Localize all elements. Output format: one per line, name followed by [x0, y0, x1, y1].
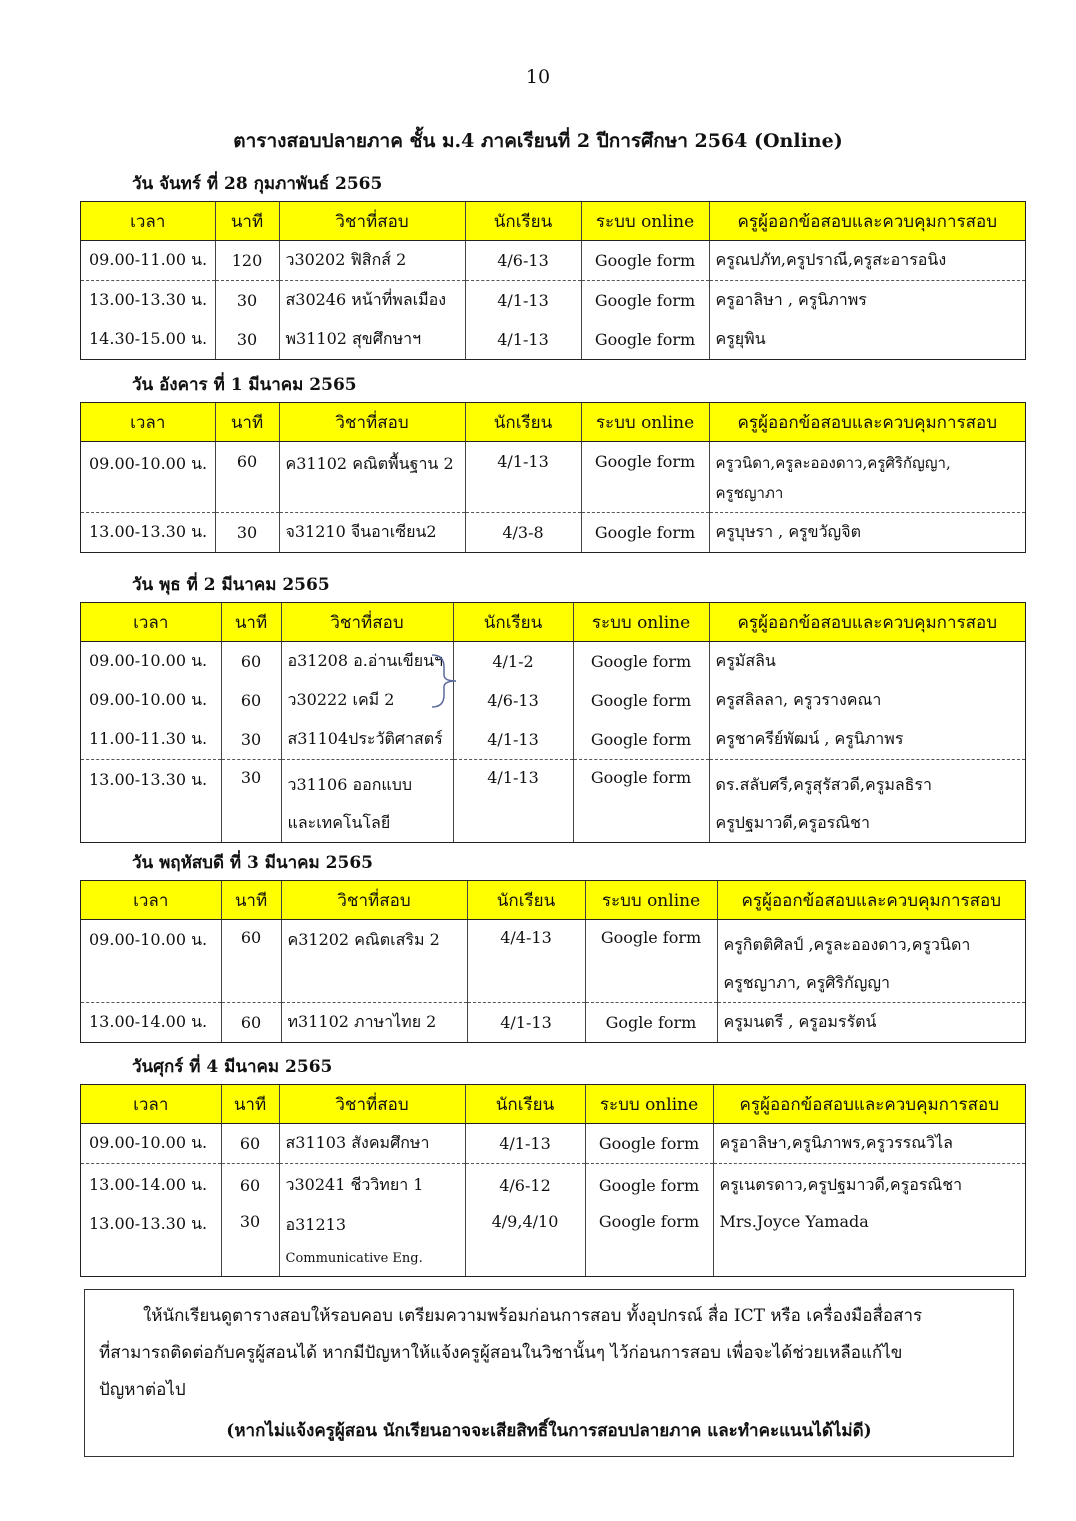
cell-system: Google form [573, 720, 709, 760]
cell-teachers: ครูบุษรา , ครูขวัญจิต [709, 513, 1025, 553]
cell-system: Google form [581, 442, 709, 513]
teachers-line: ครูชญาภา [715, 484, 784, 502]
cell-time: 13.00-13.30 น. [81, 760, 221, 843]
cell-minutes: 60 [215, 442, 279, 513]
cell-minutes: 60 [221, 1003, 281, 1043]
table-row [81, 1124, 1025, 1164]
page-title: ตารางสอบปลายภาค ชั้น ม.4 ภาคเรียนที่ 2 ปีการศึกษา 2564 (Online) [233, 130, 843, 152]
table-row [81, 1003, 1025, 1043]
schedule-table-thursday [80, 880, 1026, 1043]
cell-students: 4/6-12 [465, 1164, 585, 1207]
cell-teachers: ครูสลิลลา, ครูวรางคณา [715, 690, 882, 709]
cell-minutes: 30 [221, 1206, 279, 1276]
cell-teachers: ครูอาลิษา , ครูนิภาพร [709, 281, 1025, 321]
header-time: เวลา [81, 881, 221, 920]
cell-time: 13.00-14.00 น. [81, 1164, 221, 1207]
cell-system: Google form [585, 1164, 713, 1207]
cell-teachers [709, 760, 1025, 843]
cell-time: 11.00-11.30 น. [81, 720, 221, 760]
cell-minutes: 60 [221, 920, 281, 1003]
cell-time: 09.00-10.00 น. [81, 681, 221, 720]
cell-subject: ส31104ประวัติศาสตร์ [281, 720, 453, 760]
cell-minutes: 30 [221, 760, 281, 843]
header-system: ระบบ online [581, 403, 709, 442]
cell-time: 09.00-11.00 น. [81, 241, 215, 281]
cell-teachers: ครูชาครีย์พัฒน์ , ครูนิภาพร [715, 729, 904, 748]
schedule-table-monday [80, 201, 1026, 360]
cell-students: 4/4-13 [467, 920, 585, 1003]
cell-students: 4/1-13 [465, 1124, 585, 1164]
cell-system: Google form [573, 760, 709, 843]
header-time: เวลา [81, 603, 221, 642]
cell-students: 4/1-13 [465, 281, 581, 321]
cell-subject: ว30222 เคมี 2 [281, 681, 453, 720]
cell-students: 4/1-13 [453, 760, 573, 843]
cell-students: 4/1-13 [453, 720, 573, 760]
cell-system: Google form [585, 1124, 713, 1164]
cell-students: 4/3-8 [465, 513, 581, 553]
teachers-line: ครูปฐมาวดี,ครูอรณิชา [715, 813, 870, 832]
cell-minutes: 30 [221, 720, 281, 760]
cell-minutes: 60 [221, 1164, 279, 1207]
subject-line: ว31106 ออกแบบ [287, 775, 412, 794]
cell-time: 09.00-10.00 น. [81, 642, 221, 682]
table-row [81, 760, 1025, 843]
notice-text: ที่สามารถติดต่อกับครูผู้สอนได้ หากมีปัญหาให้แจ้งครูผู้สอนในวิชานั้นๆ ไว้ก่อนการสอบ เพื่อจะได้ช่วยเหลือแก้ไข [99, 1343, 903, 1363]
header-time: เวลา [81, 1085, 221, 1124]
header-minutes: นาที [221, 603, 281, 642]
schedule-table-wednesday [80, 602, 1026, 843]
cell-subject: อ31208 อ.อ่านเขียนฯ [281, 642, 453, 682]
table-row [81, 920, 1025, 1003]
cell-system: Google form [581, 513, 709, 553]
header-students: นักเรียน [467, 881, 585, 920]
header-students: นักเรียน [465, 403, 581, 442]
cell-teachers: ครูอาลิษา,ครูนิภาพร,ครูวรรณวิไล [719, 1133, 953, 1152]
cell-minutes: 60 [221, 642, 281, 682]
subject-line: และเทคโนโลยี [287, 813, 391, 832]
header-teachers: ครูผู้ออกข้อสอบและควบคุมการสอบ [717, 881, 1025, 920]
teachers-line: ครูวนิดา,ครูละอองดาว,ครูศิริกัญญา, [715, 454, 951, 472]
cell-time: 09.00-10.00 น. [81, 920, 221, 1003]
table-row [81, 1206, 1025, 1276]
header-students: นักเรียน [465, 1085, 585, 1124]
schedule-table-friday [80, 1084, 1026, 1277]
header-minutes: นาที [221, 881, 281, 920]
cell-students: 4/1-13 [467, 1003, 585, 1043]
cell-teachers [709, 442, 1025, 513]
teachers-line: ครูกิตติศิลป์ ,ครูละอองดาว,ครูวนิดา [723, 935, 971, 954]
day-heading-friday: วันศุกร์ ที่ 4 มีนาคม 2565 [132, 1057, 333, 1077]
cell-time: 13.00-13.30 น. [81, 513, 215, 553]
cell-minutes: 120 [215, 241, 279, 281]
header-minutes: นาที [215, 403, 279, 442]
day-heading-monday: วัน จันทร์ ที่ 28 กุมภาพันธ์ 2565 [132, 174, 383, 194]
teachers-line: ดร.สลับศรี,ครูสุรัสวดี,ครูมลธิรา [715, 775, 933, 794]
header-subject: วิชาที่สอบ [279, 403, 465, 442]
notice-text: ปัญหาต่อไป [99, 1380, 186, 1400]
cell-subject: ค31202 คณิตเสริม 2 [281, 920, 467, 1003]
cell-minutes: 30 [215, 513, 279, 553]
table-row [81, 320, 1025, 359]
cell-teachers: ครูเนตรดาว,ครูปฐมาวดี,ครูอรณิชา [713, 1164, 1025, 1207]
cell-system: Gogle form [585, 1003, 717, 1043]
cell-time: 14.30-15.00 น. [81, 320, 215, 359]
cell-students: 4/1-13 [465, 442, 581, 513]
header-teachers: ครูผู้ออกข้อสอบและควบคุมการสอบ [709, 603, 1025, 642]
bracket-mark [430, 653, 464, 709]
table-row [81, 281, 1025, 321]
cell-students: 4/1-2 [453, 642, 573, 682]
cell-minutes: 30 [215, 281, 279, 321]
day-heading-tuesday: วัน อังคาร ที่ 1 มีนาคม 2565 [132, 375, 357, 395]
cell-time: 13.00-13.30 น. [81, 281, 215, 321]
cell-minutes: 60 [221, 681, 281, 720]
table-row [81, 681, 1025, 720]
cell-time: 09.00-10.00 น. [81, 1124, 221, 1164]
cell-subject: ท31102 ภาษาไทย 2 [281, 1003, 467, 1043]
cell-teachers: ครูณปภัท,ครูปราณี,ครูสะอารอนิง [715, 250, 947, 269]
cell-students: 4/1-13 [465, 320, 581, 359]
day-heading-thursday: วัน พฤหัสบดี ที่ 3 มีนาคม 2565 [132, 853, 373, 873]
cell-subject [279, 1206, 465, 1276]
cell-time: 13.00-14.00 น. [81, 1003, 221, 1043]
table-row [81, 241, 1025, 281]
cell-subject: ว30241 ชีววิทยา 1 [279, 1164, 465, 1207]
cell-system: Google form [581, 281, 709, 321]
schedule-table-tuesday [80, 402, 1026, 553]
notice-box [84, 1289, 1014, 1457]
cell-students: 4/6-13 [453, 681, 573, 720]
cell-minutes: 60 [221, 1124, 279, 1164]
header-subject: วิชาที่สอบ [279, 202, 465, 241]
header-subject: วิชาที่สอบ [281, 881, 467, 920]
header-students: นักเรียน [465, 202, 581, 241]
table-header-row [81, 603, 1025, 642]
cell-minutes: 30 [215, 320, 279, 359]
header-time: เวลา [81, 202, 215, 241]
header-time: เวลา [81, 403, 215, 442]
notice-text: ให้นักเรียนดูตารางสอบให้รอบคอบ เตรียมความพร้อมก่อนการสอบ ทั้งอุปกรณ์ สื่อ ICT หรือ เครื่องมือสื่อสาร [143, 1306, 923, 1326]
cell-subject: ส30246 หน้าที่พลเมือง [279, 281, 465, 321]
table-row [81, 513, 1025, 553]
cell-system: Google form [585, 1206, 713, 1276]
table-header-row [81, 403, 1025, 442]
subject-line: อ31213 [285, 1215, 347, 1234]
table-header-row [81, 202, 1025, 241]
cell-subject: ส31103 สังคมศึกษา [279, 1124, 465, 1164]
subject-line: Communicative Eng. [285, 1251, 423, 1266]
header-subject: วิชาที่สอบ [279, 1085, 465, 1124]
table-row [81, 1164, 1025, 1207]
cell-subject: ค31102 คณิตพื้นฐาน 2 [279, 442, 465, 513]
header-subject: วิชาที่สอบ [281, 603, 453, 642]
cell-students: 4/6-13 [465, 241, 581, 281]
table-row [81, 720, 1025, 760]
page-number: 10 [525, 66, 551, 88]
day-heading-wednesday: วัน พุธ ที่ 2 มีนาคม 2565 [132, 575, 330, 595]
header-minutes: นาที [215, 202, 279, 241]
cell-system: Google form [573, 642, 709, 682]
header-teachers: ครูผู้ออกข้อสอบและควบคุมการสอบ [713, 1085, 1025, 1124]
header-minutes: นาที [221, 1085, 279, 1124]
cell-system: Google form [585, 920, 717, 1003]
cell-subject: ว30202 ฟิสิกส์ 2 [279, 241, 465, 281]
cell-students: 4/9,4/10 [465, 1206, 585, 1276]
table-row [81, 442, 1025, 513]
header-system: ระบบ online [581, 202, 709, 241]
teachers-line: ครูชญาภา, ครูศิริกัญญา [723, 973, 890, 992]
cell-system: Google form [573, 681, 709, 720]
header-teachers: ครูผู้ออกข้อสอบและควบคุมการสอบ [709, 403, 1025, 442]
header-system: ระบบ online [585, 881, 717, 920]
cell-time: 13.00-13.30 น. [81, 1206, 221, 1276]
cell-system: Google form [581, 241, 709, 281]
header-teachers: ครูผู้ออกข้อสอบและควบคุมการสอบ [709, 202, 1025, 241]
cell-subject: พ31102 สุขศึกษาฯ [279, 320, 465, 359]
cell-teachers [717, 920, 1025, 1003]
header-system: ระบบ online [573, 603, 709, 642]
header-students: นักเรียน [453, 603, 573, 642]
header-system: ระบบ online [585, 1085, 713, 1124]
cell-subject [281, 760, 453, 843]
cell-subject: จ31210 จีนอาเซียน2 [279, 513, 465, 553]
table-header-row [81, 881, 1025, 920]
table-header-row [81, 1085, 1025, 1124]
notice-warning: (หากไม่แจ้งครูผู้สอน นักเรียนอาจจะเสียสิทธิ์ในการสอบปลายภาค และทำคะแนนได้ไม่ดี) [226, 1421, 872, 1441]
table-row [81, 642, 1025, 682]
cell-time: 09.00-10.00 น. [81, 442, 215, 513]
cell-system: Google form [581, 320, 709, 359]
cell-teachers: Mrs.Joyce Yamada [719, 1212, 869, 1231]
cell-teachers: ครูยุพิน [715, 329, 766, 348]
cell-teachers: ครูมัสลิน [715, 651, 776, 670]
cell-teachers: ครูมนตรี , ครูอมรรัตน์ [717, 1003, 1025, 1043]
